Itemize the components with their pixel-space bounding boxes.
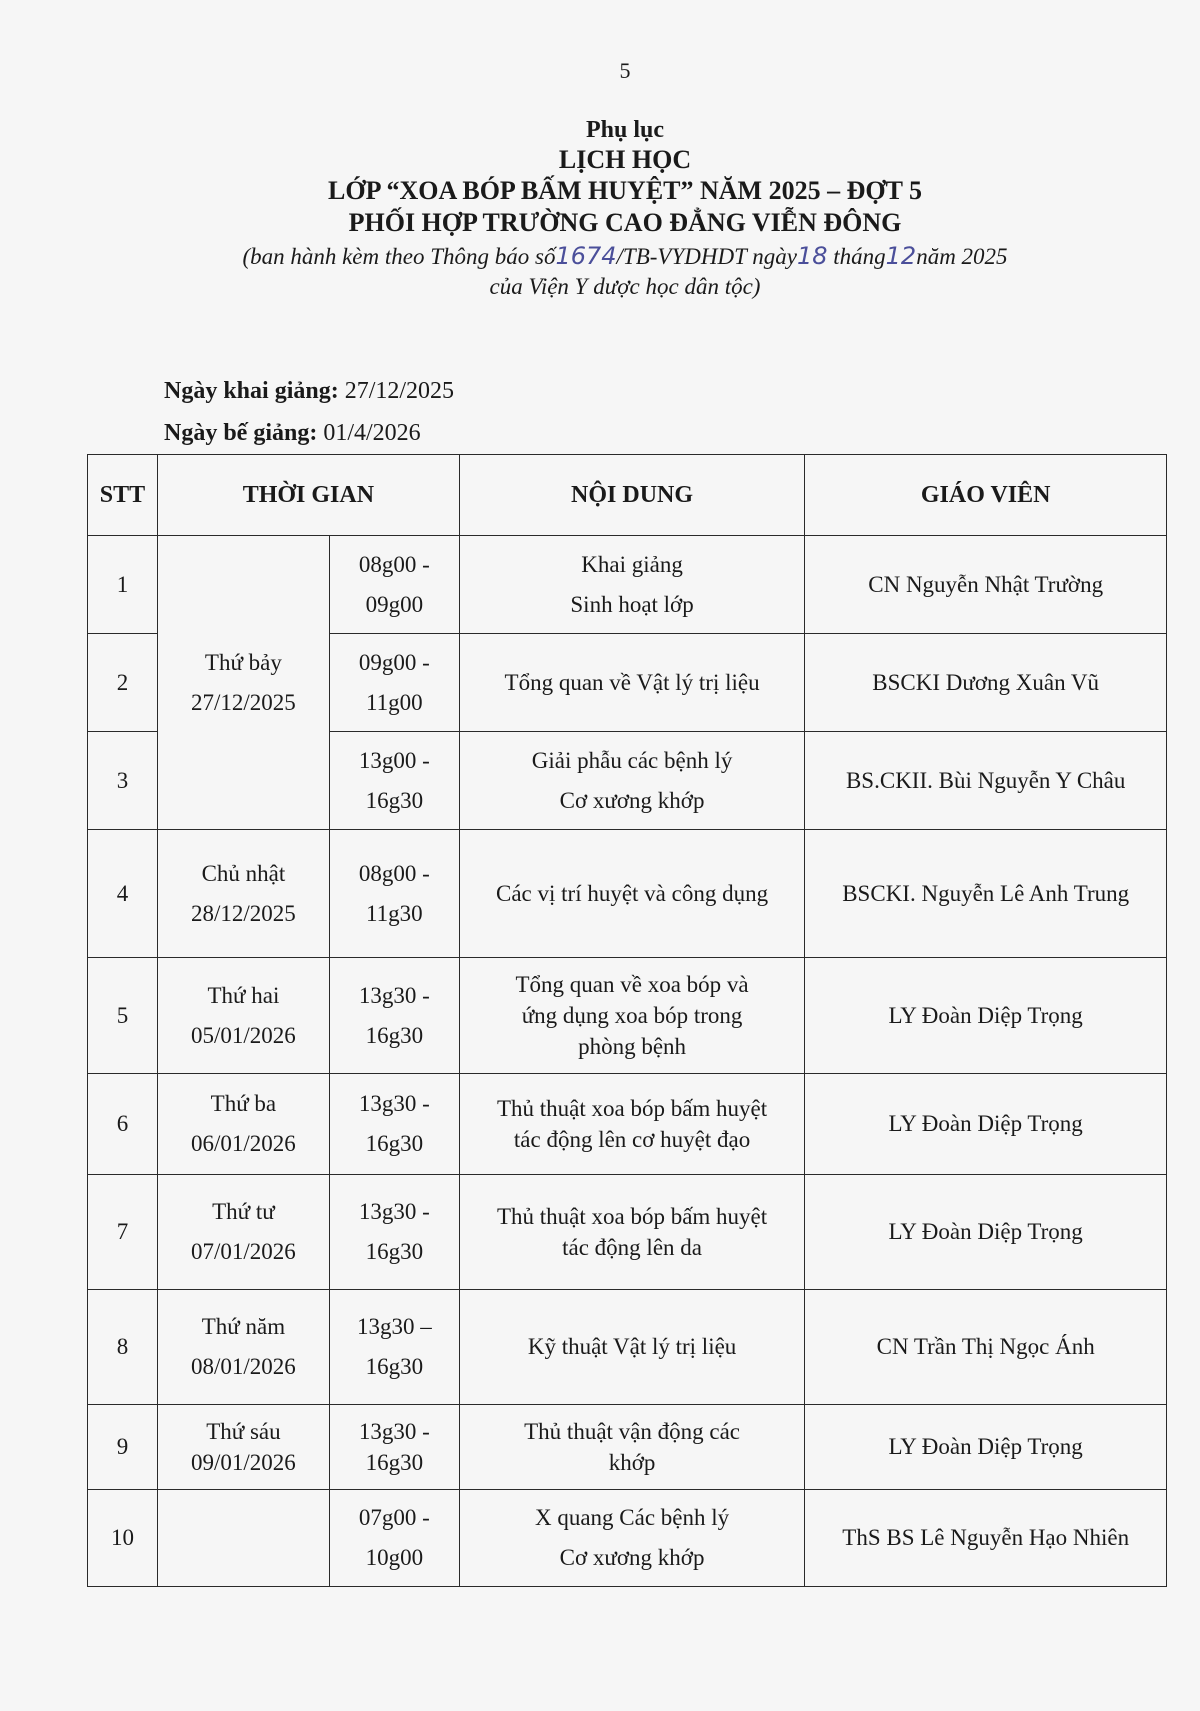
content-line: Giải phẫu các bệnh lý xyxy=(531,747,733,773)
row-time xyxy=(329,536,459,634)
row-stt: 6 xyxy=(88,1074,158,1175)
day-date: 27/12/2025 xyxy=(191,689,296,715)
time-to: 16g30 xyxy=(365,1022,424,1048)
issued-year: năm 2025 xyxy=(916,244,1008,269)
row-time xyxy=(329,1405,459,1490)
day-name: Chủ nhật xyxy=(201,860,286,886)
partner-title: PHỐI HỢP TRƯỜNG CAO ĐẲNG VIỄN ĐÔNG xyxy=(348,208,902,237)
header-stt: STT xyxy=(88,455,158,536)
content-line: ứng dụng xoa bóp trong xyxy=(521,1003,743,1028)
closing-date-label: Ngày bế giảng: xyxy=(164,420,318,446)
closing-date-value: 01/4/2026 xyxy=(323,420,421,446)
row-content xyxy=(459,1074,805,1175)
row-time xyxy=(329,732,459,830)
row-content xyxy=(459,732,805,830)
document-title: LỊCH HỌC xyxy=(558,145,692,174)
row-stt: 5 xyxy=(88,958,158,1074)
row-content xyxy=(459,536,805,634)
time-to: 16g30 xyxy=(365,1131,424,1156)
content-line: Thủ thuật xoa bóp bấm huyệt xyxy=(496,1096,768,1121)
time-to: 16g30 xyxy=(365,787,424,813)
row-teacher: LY Đoàn Diệp Trọng xyxy=(805,1074,1167,1175)
row-time xyxy=(329,1290,459,1405)
time-from: 13g30 - xyxy=(358,1419,430,1444)
day-date: 06/01/2026 xyxy=(191,1131,296,1156)
table-row xyxy=(88,1175,1167,1290)
row-day xyxy=(157,830,329,958)
day-name: Thứ tư xyxy=(212,1199,275,1224)
row-content: Tổng quan về Vật lý trị liệu xyxy=(459,634,805,732)
row-teacher: CN Nguyễn Nhật Trường xyxy=(805,536,1167,634)
row-day xyxy=(157,1074,329,1175)
day-name: Thứ ba xyxy=(210,1091,277,1116)
row-content: Kỹ thuật Vật lý trị liệu xyxy=(459,1290,805,1405)
day-name: Thứ năm xyxy=(201,1314,286,1339)
row-teacher: BS.CKII. Bùi Nguyễn Y Châu xyxy=(805,732,1167,830)
issued-month-label: tháng xyxy=(827,244,886,269)
row-stt: 9 xyxy=(88,1405,158,1490)
row-time xyxy=(329,830,459,958)
time-to: 10g00 xyxy=(365,1545,424,1570)
content-line: Tổng quan về xoa bóp và xyxy=(515,972,749,997)
time-to: 16g30 xyxy=(365,1239,424,1264)
content-line: X quang Các bệnh lý xyxy=(534,1505,730,1530)
course-title: LỚP “XOA BÓP BẤM HUYỆT” NĂM 2025 – ĐỢT 5 xyxy=(328,176,922,205)
day-date: 07/01/2026 xyxy=(191,1239,296,1264)
row-stt: 10 xyxy=(88,1490,158,1587)
opening-date-label: Ngày khai giảng: xyxy=(164,378,339,404)
content-line: khớp xyxy=(608,1450,656,1475)
row-stt: 4 xyxy=(88,830,158,958)
row-teacher: CN Trần Thị Ngọc Ánh xyxy=(805,1290,1167,1405)
row-content xyxy=(459,1175,805,1290)
time-from: 08g00 - xyxy=(358,860,430,886)
time-from: 13g30 - xyxy=(358,1199,430,1224)
issued-number: 1674 xyxy=(555,242,617,270)
table-row xyxy=(88,536,1167,634)
row-time xyxy=(329,634,459,732)
day-name: Thứ hai xyxy=(207,982,280,1008)
content-line: Khai giảng xyxy=(581,551,683,577)
issued-day: 18 xyxy=(796,242,828,270)
row-day xyxy=(157,1290,329,1405)
row-teacher: LY Đoàn Diệp Trọng xyxy=(805,1175,1167,1290)
page-number: 5 xyxy=(619,58,631,83)
row-content xyxy=(459,958,805,1074)
content-line: tác động lên da xyxy=(562,1235,702,1260)
row-teacher: BSCKI. Nguyễn Lê Anh Trung xyxy=(805,830,1167,958)
opening-date-value: 27/12/2025 xyxy=(344,378,455,404)
row-time xyxy=(329,958,459,1074)
row-time xyxy=(329,1074,459,1175)
day-date: 08/01/2026 xyxy=(191,1354,296,1379)
row-time xyxy=(329,1490,459,1587)
header-content: NỘI DUNG xyxy=(459,455,805,536)
time-to: 11g00 xyxy=(365,689,423,715)
time-to: 11g30 xyxy=(365,900,423,926)
course-dates xyxy=(164,370,454,454)
row-teacher: LY Đoàn Diệp Trọng xyxy=(805,958,1167,1074)
table-row xyxy=(88,1074,1167,1175)
day-date: 09/01/2026 xyxy=(191,1450,296,1475)
day-date: 28/12/2025 xyxy=(191,900,296,926)
issued-month: 12 xyxy=(885,242,917,270)
table-row xyxy=(88,958,1167,1074)
row-stt: 1 xyxy=(88,536,158,634)
issued-prefix: (ban hành kèm theo Thông báo số xyxy=(242,244,556,269)
time-from: 13g30 - xyxy=(358,982,430,1008)
content-line: Cơ xương khớp xyxy=(559,1545,705,1570)
issued-code: /TB-VYDHDT ngày xyxy=(616,244,797,269)
row-day xyxy=(157,536,329,830)
time-from: 07g00 - xyxy=(358,1505,430,1530)
row-teacher: BSCKI Dương Xuân Vũ xyxy=(805,634,1167,732)
content-line: Cơ xương khớp xyxy=(559,787,705,813)
content-line: Thủ thuật xoa bóp bấm huyệt xyxy=(496,1204,768,1229)
document-header xyxy=(0,115,1200,302)
row-teacher: LY Đoàn Diệp Trọng xyxy=(805,1405,1167,1490)
row-teacher: ThS BS Lê Nguyễn Hạo Nhiên xyxy=(805,1490,1167,1587)
opening-date-line xyxy=(164,370,454,412)
table-row xyxy=(88,1405,1167,1490)
day-date: 05/01/2026 xyxy=(191,1022,296,1048)
day-name: Thứ sáu xyxy=(206,1419,281,1444)
row-content xyxy=(459,1490,805,1587)
row-stt: 8 xyxy=(88,1290,158,1405)
table-row xyxy=(88,1490,1167,1587)
time-from: 08g00 - xyxy=(358,551,430,577)
row-content xyxy=(459,1405,805,1490)
row-day-empty xyxy=(157,1490,329,1587)
row-day xyxy=(157,1175,329,1290)
row-day xyxy=(157,958,329,1074)
appendix-label: Phụ lục xyxy=(585,117,665,143)
time-to: 16g30 xyxy=(365,1450,424,1475)
time-to: 09g00 xyxy=(365,591,424,617)
content-line: Thủ thuật vận động các xyxy=(524,1419,740,1444)
time-to: 16g30 xyxy=(365,1354,424,1379)
time-from: 09g00 - xyxy=(358,649,430,675)
schedule-table xyxy=(87,454,1167,1587)
red-stamp-mark xyxy=(1176,470,1200,670)
content-line: Sinh hoạt lớp xyxy=(570,591,694,617)
row-day xyxy=(157,1405,329,1490)
table-row xyxy=(88,1290,1167,1405)
time-from: 13g30 - xyxy=(358,1091,430,1116)
row-stt: 7 xyxy=(88,1175,158,1290)
row-stt: 3 xyxy=(88,732,158,830)
table-row xyxy=(88,830,1167,958)
content-line: phòng bệnh xyxy=(578,1034,687,1059)
time-from: 13g00 - xyxy=(358,747,430,773)
time-from: 13g30 – xyxy=(356,1314,432,1339)
day-name: Thứ bảy xyxy=(204,649,282,675)
issuer-line: của Viện Y dược học dân tộc) xyxy=(489,274,761,299)
row-content: Các vị trí huyệt và công dụng xyxy=(459,830,805,958)
content-line: tác động lên cơ huyệt đạo xyxy=(513,1127,751,1152)
table-header-row xyxy=(88,455,1167,536)
row-stt: 2 xyxy=(88,634,158,732)
header-teacher: GIÁO VIÊN xyxy=(805,455,1167,536)
row-time xyxy=(329,1175,459,1290)
closing-date-line xyxy=(164,412,454,454)
header-time: THỜI GIAN xyxy=(157,455,459,536)
issued-line xyxy=(0,241,1200,272)
